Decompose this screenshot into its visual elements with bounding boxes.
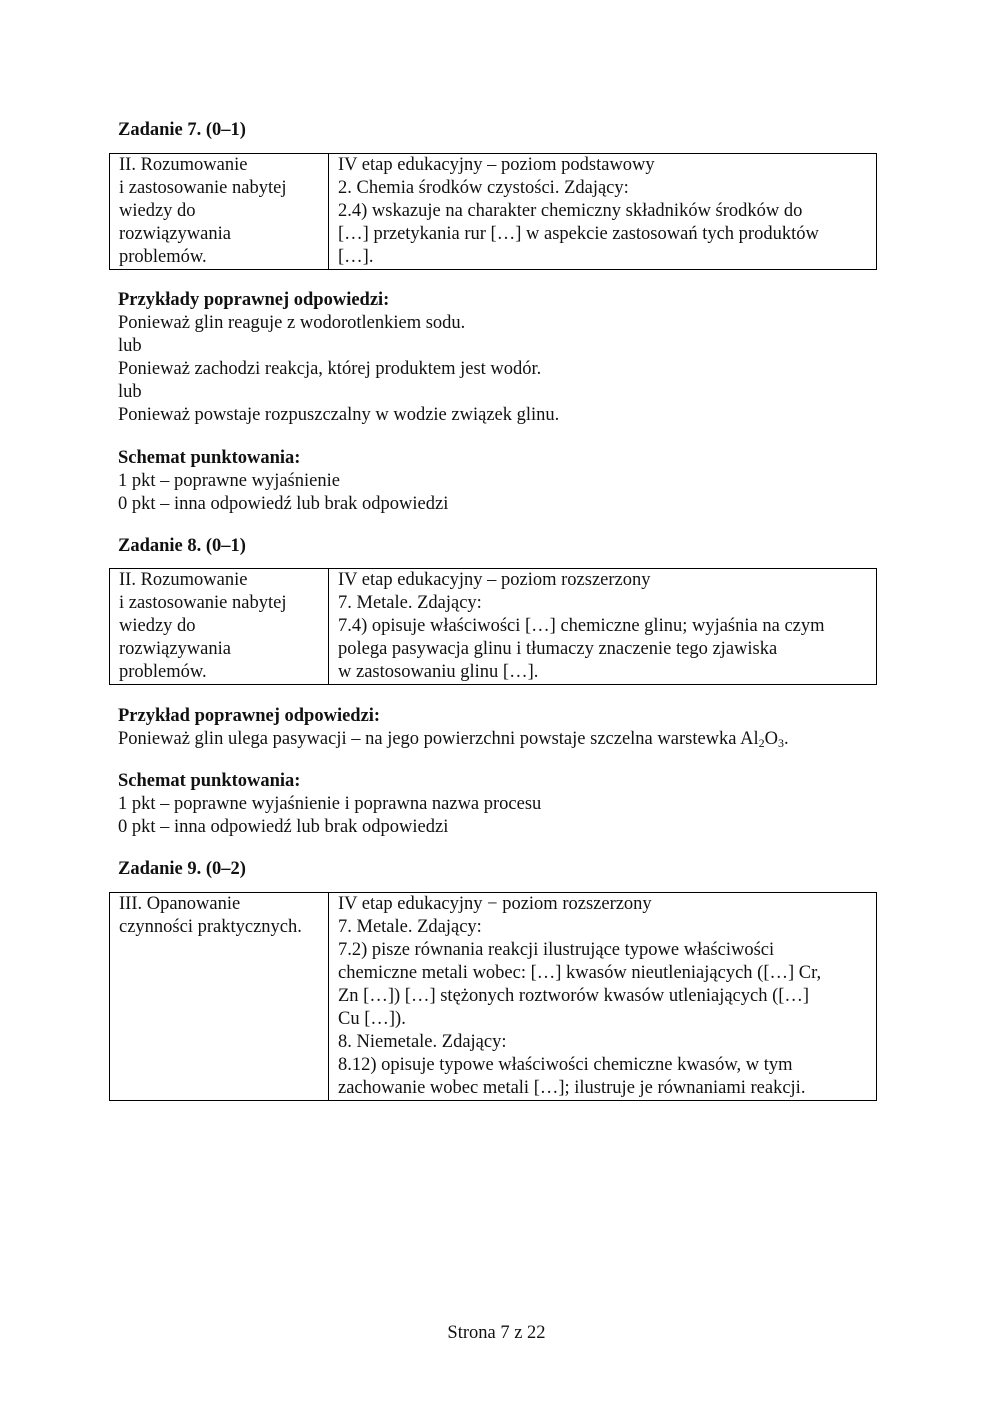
task8-answer-heading: Przykład poprawnej odpowiedzi: (118, 706, 381, 726)
task8-req-line: IV etap edukacyjny – poziom rozszerzony (338, 570, 651, 590)
task9-req-line: Zn […]) […] stężonych roztworów kwasów utleniających ([…] (338, 986, 810, 1006)
task7-requirements-table (109, 153, 877, 270)
task9-req-line: zachowanie wobec metali […]; ilustruje je równaniami reakcji. (338, 1078, 806, 1098)
task8-skill-line: II. Rozumowanie (119, 570, 248, 590)
task7-skill-cell (110, 154, 329, 270)
task7-skill-line: rozwiązywania (119, 224, 231, 244)
task7-req-line: […]. (338, 247, 374, 267)
task8-req-line: 7. Metale. Zdający: (338, 593, 482, 613)
task8-scoring-line: 1 pkt – poprawne wyjaśnienie i poprawna nazwa procesu (118, 794, 542, 814)
task8-skill-line: problemów. (119, 662, 207, 682)
task8-scoring-line: 0 pkt – inna odpowiedź lub brak odpowiedzi (118, 817, 449, 837)
task8-scoring-section (118, 770, 541, 839)
task7-skill-line: i zastosowanie nabytej (119, 178, 287, 198)
task9-heading: Zadanie 9. (0–2) (118, 859, 246, 879)
task8-skill-line: rozwiązywania (119, 639, 231, 659)
page-number: Strona 7 z 22 (447, 1323, 546, 1343)
task9-req-line: 8. Niemetale. Zdający: (338, 1032, 507, 1052)
task7-req-line: 2.4) wskazuje na charakter chemiczny składników środków do (338, 201, 803, 221)
task8-answer-text: Ponieważ glin ulega pasywacji – na jego powierzchni powstaje szczelna warstewka Al (118, 729, 759, 749)
task8-requirements-table (109, 568, 877, 685)
task7-answer-line: Ponieważ powstaje rozpuszczalny w wodzie związek glinu. (118, 405, 560, 425)
task7-answer-line: lub (118, 382, 142, 402)
task8-scoring-heading: Schemat punktowania: (118, 771, 301, 791)
task7-answer-line: lub (118, 336, 142, 356)
task9-skill-cell (110, 893, 329, 1101)
task7-req-line: 2. Chemia środków czystości. Zdający: (338, 178, 629, 198)
task8-req-line: 7.4) opisuje właściwości […] chemiczne glinu; wyjaśnia na czym (338, 616, 825, 636)
task7-skill-line: II. Rozumowanie (119, 155, 248, 175)
task9-skill-line: III. Opanowanie (119, 894, 241, 914)
task7-skill-line: wiedzy do (119, 201, 196, 221)
task7-skill-line: problemów. (119, 247, 207, 267)
task9-requirements-table (109, 892, 877, 1101)
task8-req-line: polega pasywacja glinu i tłumaczy znaczenie tego zjawiska (338, 639, 778, 659)
answer-period: . (783, 729, 789, 749)
task7-answers-heading: Przykłady poprawnej odpowiedzi: (118, 290, 390, 310)
task9-req-line: 7. Metale. Zdający: (338, 917, 482, 937)
task7-scoring-heading: Schemat punktowania: (118, 448, 301, 468)
task7-scoring-section (118, 447, 448, 516)
task8-skill-line: i zastosowanie nabytej (119, 593, 287, 613)
task9-req-line: chemiczne metali wobec: […] kwasów nieutleniających ([…] Cr, (338, 963, 822, 983)
task7-req-line: IV etap edukacyjny – poziom podstawowy (338, 155, 655, 175)
task7-scoring-line: 0 pkt – inna odpowiedź lub brak odpowiedzi (118, 494, 449, 514)
task9-req-line: 7.2) pisze równania reakcji ilustrujące typowe właściwości (338, 940, 775, 960)
task8-req-line: w zastosowaniu glinu […]. (338, 662, 539, 682)
formula-subscript: 3 (777, 736, 784, 750)
task7-answer-line: Ponieważ glin reaguje z wodorotlenkiem sodu. (118, 313, 466, 333)
task9-req-line: IV etap edukacyjny − poziom rozszerzony (338, 894, 652, 914)
task8-requirement-cell (329, 569, 877, 685)
task8-answer-line (118, 728, 789, 751)
task7-req-line: […] przetykania rur […] w aspekcie zastosowań tych produktów (338, 224, 819, 244)
formula-part: O (764, 729, 778, 749)
formula-subscript: 2 (758, 736, 765, 750)
task7-scoring-line: 1 pkt – poprawne wyjaśnienie (118, 471, 340, 491)
task9-skill-line: czynności praktycznych. (119, 917, 302, 937)
task9-requirement-cell (329, 893, 877, 1101)
task8-answer-section (118, 705, 789, 751)
task9-req-line: Cu […]). (338, 1009, 406, 1029)
task8-skill-line: wiedzy do (119, 616, 196, 636)
task8-skill-cell (110, 569, 329, 685)
task9-req-line: 8.12) opisuje typowe właściwości chemiczne kwasów, w tym (338, 1055, 793, 1075)
task7-answers-section (118, 289, 559, 427)
task8-heading: Zadanie 8. (0–1) (118, 536, 246, 556)
task7-requirement-cell (329, 154, 877, 270)
task7-answer-line: Ponieważ zachodzi reakcja, której produktem jest wodór. (118, 359, 542, 379)
task7-heading: Zadanie 7. (0–1) (118, 120, 246, 140)
